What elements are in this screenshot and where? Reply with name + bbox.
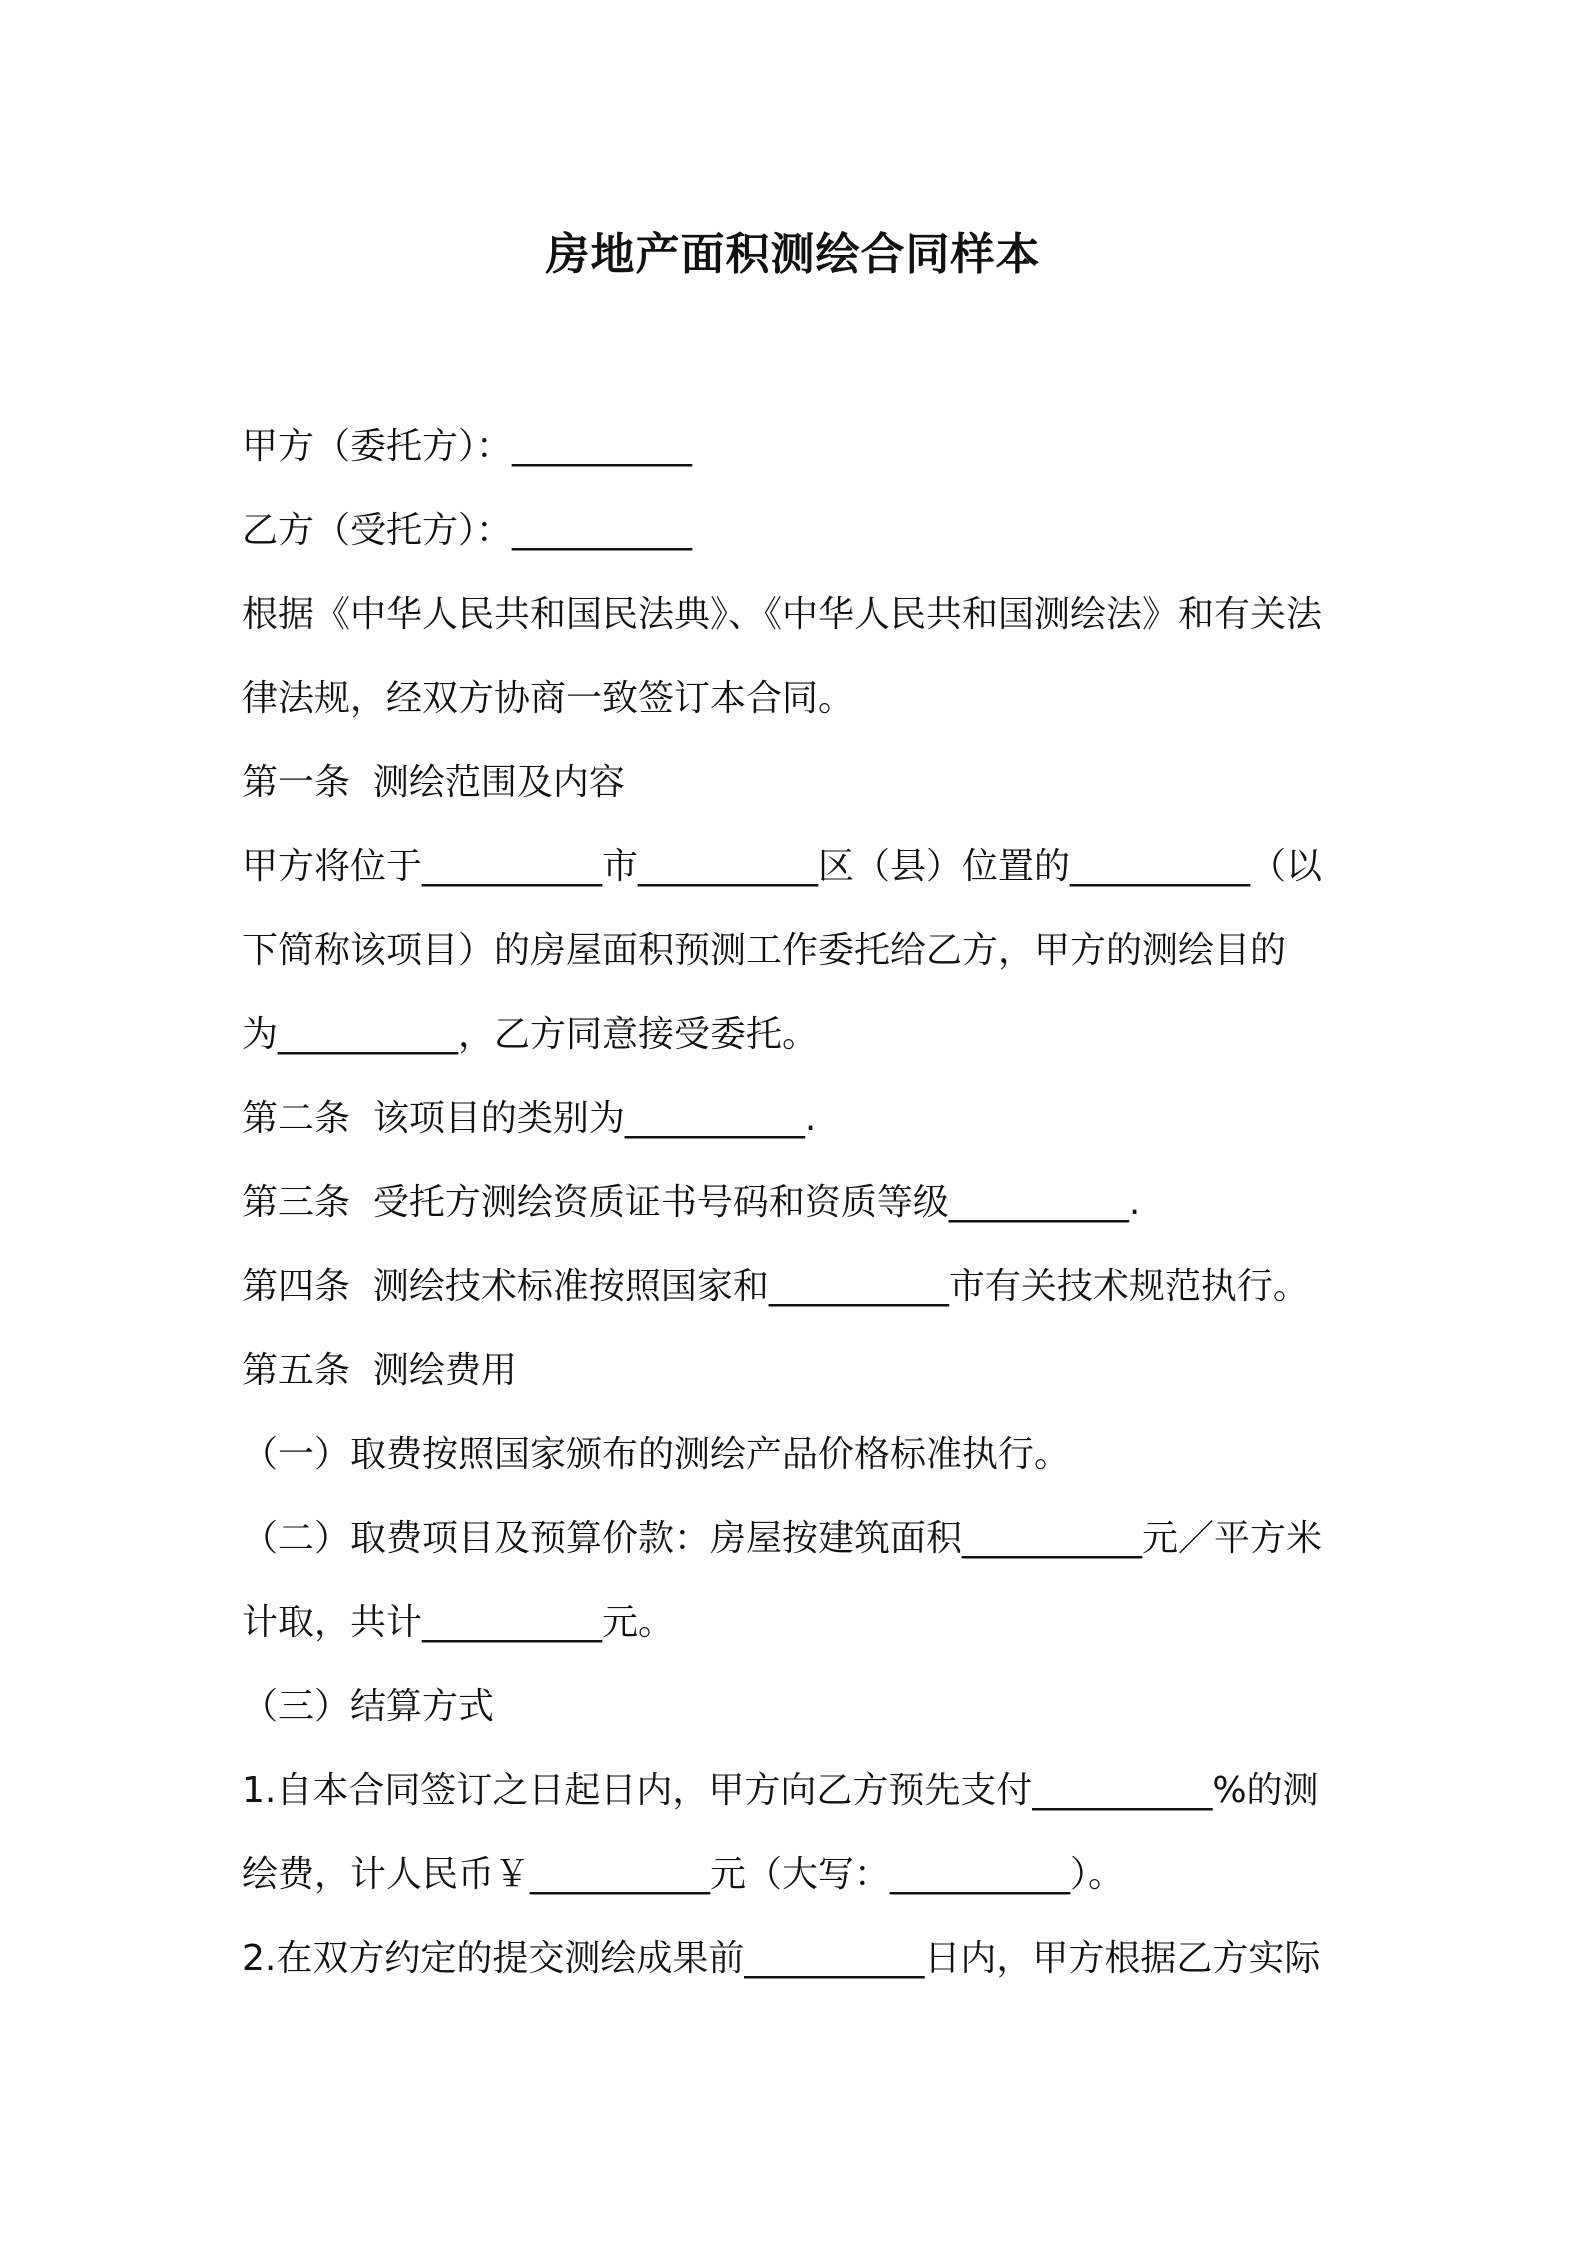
article-5-heading: 第五条 测绘费用: [242, 1350, 517, 1391]
document-title: 房地产面积测绘合同样本: [545, 229, 1041, 280]
party-a-line: 甲方（委托方）：__________: [242, 426, 693, 467]
article-5-item-2-line-1: （二）取费项目及预算价款：房屋按建筑面积__________元／平方米: [242, 1518, 1323, 1559]
article-5-item-2-line-2: 计取，共计__________元。: [242, 1602, 675, 1643]
preamble-line-1: 根据《中华人民共和国民法典》、《中华人民共和国测绘法》和有关法: [242, 594, 1323, 635]
preamble-line-2: 律法规，经双方协商一致签订本合同。: [242, 678, 855, 719]
article-5-item-3-heading: （三）结算方式: [242, 1686, 495, 1727]
settlement-1-line-1: 1.自本合同签订之日起日内，甲方向乙方预先支付__________%的测: [242, 1770, 1319, 1811]
article-1-text-2: 下简称该项目）的房屋面积预测工作委托给乙方，甲方的测绘目的: [242, 930, 1287, 971]
article-1-text-1: 甲方将位于__________市__________区（县）位置的__________（以: [242, 846, 1323, 887]
article-2: 第二条 该项目的类别为__________.: [242, 1098, 817, 1139]
party-b-line: 乙方（受托方）：__________: [242, 510, 693, 551]
article-5-item-1: （一）取费按照国家颁布的测绘产品价格标准执行。: [242, 1434, 1071, 1475]
article-1-heading: 第一条 测绘范围及内容: [242, 762, 625, 803]
document-body: [242, 405, 1362, 2001]
article-1-text-3: 为__________，乙方同意接受委托。: [242, 1014, 819, 1055]
settlement-1-line-2: 绘费，计人民币￥__________元（大写：__________）。: [242, 1854, 1125, 1895]
article-3: 第三条 受托方测绘资质证书号码和资质等级__________.: [242, 1182, 1141, 1223]
article-4: 第四条 测绘技术标准按照国家和__________市有关技术规范执行。: [242, 1266, 1309, 1307]
settlement-2-line-1: 2.在双方约定的提交测绘成果前__________日内，甲方根据乙方实际: [242, 1938, 1321, 1979]
